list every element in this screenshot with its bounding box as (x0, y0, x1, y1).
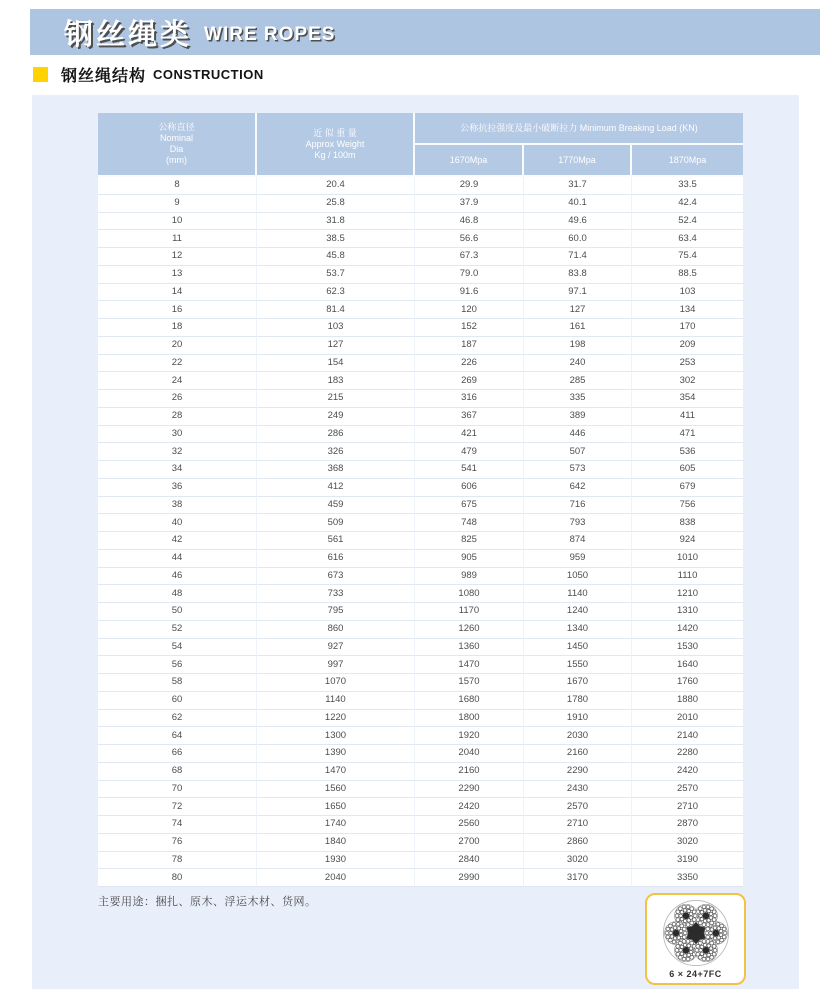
table-cell: 1760 (632, 674, 743, 692)
table-cell: 75.4 (632, 248, 743, 266)
table-cell: 354 (632, 390, 743, 408)
table-cell: 459 (257, 497, 415, 515)
table-cell: 1560 (257, 781, 415, 799)
table-cell: 71.4 (524, 248, 632, 266)
table-cell: 1360 (415, 639, 524, 657)
table-cell: 33.5 (632, 177, 743, 195)
table-cell: 1010 (632, 550, 743, 568)
header-grade-1770: 1770Mpa (524, 145, 632, 177)
table-cell: 605 (632, 461, 743, 479)
table-cell: 507 (524, 443, 632, 461)
table-cell: 1680 (415, 692, 524, 710)
table-cell: 1220 (257, 710, 415, 728)
table-cell: 8 (98, 177, 257, 195)
table-cell: 70 (98, 781, 257, 799)
table-cell: 335 (524, 390, 632, 408)
table-row (98, 479, 743, 497)
table-cell: 50 (98, 603, 257, 621)
table-cell: 905 (415, 550, 524, 568)
table-cell: 2160 (524, 745, 632, 763)
table-cell: 1530 (632, 639, 743, 657)
table-row (98, 852, 743, 870)
table-row (98, 443, 743, 461)
table-cell: 2420 (415, 798, 524, 816)
table-cell: 161 (524, 319, 632, 337)
table-cell: 2420 (632, 763, 743, 781)
table-cell: 1840 (257, 834, 415, 852)
table-cell: 874 (524, 532, 632, 550)
table-cell: 1930 (257, 852, 415, 870)
table-cell: 2040 (415, 745, 524, 763)
table-row (98, 621, 743, 639)
table-cell: 3190 (632, 852, 743, 870)
table-cell: 97.1 (524, 284, 632, 302)
table-cell: 479 (415, 443, 524, 461)
header-approx-weight-zh: 近 似 重 量 (313, 127, 357, 138)
table-cell: 48 (98, 585, 257, 603)
table-row (98, 727, 743, 745)
table-cell: 44 (98, 550, 257, 568)
table-cell: 134 (632, 301, 743, 319)
table-cell: 1050 (524, 568, 632, 586)
table-row (98, 372, 743, 390)
table-cell: 3350 (632, 869, 743, 887)
table-cell: 1910 (524, 710, 632, 728)
table-cell: 2040 (257, 869, 415, 887)
table-body (98, 177, 743, 887)
table-cell: 54 (98, 639, 257, 657)
table-row (98, 781, 743, 799)
table-cell: 1240 (524, 603, 632, 621)
table-cell: 561 (257, 532, 415, 550)
table-cell: 76 (98, 834, 257, 852)
table-cell: 1340 (524, 621, 632, 639)
table-cell: 606 (415, 479, 524, 497)
header-min-breaking-load: 公称抗拉强度及最小破断拉力 Minimum Breaking Load (KN) (415, 113, 743, 145)
section-heading (33, 63, 264, 85)
table-cell: 2990 (415, 869, 524, 887)
table-row (98, 248, 743, 266)
table-row (98, 266, 743, 284)
table-cell: 103 (632, 284, 743, 302)
table-cell: 838 (632, 514, 743, 532)
table-cell: 28 (98, 408, 257, 426)
table-cell: 20 (98, 337, 257, 355)
table-cell: 1800 (415, 710, 524, 728)
table-cell: 32 (98, 443, 257, 461)
table-cell: 18 (98, 319, 257, 337)
table-cell: 446 (524, 426, 632, 444)
table-cell: 60 (98, 692, 257, 710)
table-cell: 11 (98, 230, 257, 248)
table-cell: 13 (98, 266, 257, 284)
table-cell: 60.0 (524, 230, 632, 248)
rope-construction-label: 6 × 24+7FC (669, 969, 722, 979)
table-cell: 471 (632, 426, 743, 444)
table-row (98, 745, 743, 763)
table-cell: 52 (98, 621, 257, 639)
table-row (98, 230, 743, 248)
header-approx-weight-en1: Approx Weight (305, 138, 365, 149)
table-cell: 675 (415, 497, 524, 515)
table-row (98, 656, 743, 674)
table-cell: 2560 (415, 816, 524, 834)
table-cell: 860 (257, 621, 415, 639)
table-row (98, 337, 743, 355)
table-cell: 16 (98, 301, 257, 319)
table-cell: 1170 (415, 603, 524, 621)
table-cell: 91.6 (415, 284, 524, 302)
header-nominal-dia-en3: (mm) (166, 155, 187, 165)
header-approx-weight (257, 113, 415, 177)
table-cell: 103 (257, 319, 415, 337)
header-nominal-dia (98, 113, 257, 177)
table-cell: 40 (98, 514, 257, 532)
table-cell: 72 (98, 798, 257, 816)
table-cell: 509 (257, 514, 415, 532)
table-cell: 2710 (632, 798, 743, 816)
table-cell: 1450 (524, 639, 632, 657)
table-row (98, 408, 743, 426)
header-grade-1670: 1670Mpa (415, 145, 524, 177)
table-cell: 1550 (524, 656, 632, 674)
table-row (98, 213, 743, 231)
table-cell: 1420 (632, 621, 743, 639)
table-cell: 3020 (524, 852, 632, 870)
table-row (98, 390, 743, 408)
table-cell: 642 (524, 479, 632, 497)
table-cell: 29.9 (415, 177, 524, 195)
table-cell: 1260 (415, 621, 524, 639)
table-cell: 209 (632, 337, 743, 355)
table-cell: 22 (98, 355, 257, 373)
table-cell: 927 (257, 639, 415, 657)
table-cell: 56 (98, 656, 257, 674)
table-cell: 367 (415, 408, 524, 426)
table-cell: 170 (632, 319, 743, 337)
table-cell: 80 (98, 869, 257, 887)
table-cell: 1310 (632, 603, 743, 621)
table-cell: 249 (257, 408, 415, 426)
table-cell: 83.8 (524, 266, 632, 284)
table-cell: 1920 (415, 727, 524, 745)
table-cell: 959 (524, 550, 632, 568)
table-cell: 421 (415, 426, 524, 444)
table-cell: 1570 (415, 674, 524, 692)
table-cell: 42 (98, 532, 257, 550)
table-cell: 38 (98, 497, 257, 515)
section-title-zh: 钢丝绳结构 (61, 67, 147, 85)
header-nominal-dia-en1: Nominal (159, 133, 193, 143)
table-cell: 152 (415, 319, 524, 337)
table-cell: 286 (257, 426, 415, 444)
table-cell: 20.4 (257, 177, 415, 195)
table-cell: 67.3 (415, 248, 524, 266)
table-cell: 756 (632, 497, 743, 515)
table-cell: 368 (257, 461, 415, 479)
table-row (98, 674, 743, 692)
table-cell: 58 (98, 674, 257, 692)
table-cell: 679 (632, 479, 743, 497)
table-cell: 1140 (524, 585, 632, 603)
table-cell: 42.4 (632, 195, 743, 213)
table-cell: 2030 (524, 727, 632, 745)
table-cell: 64 (98, 727, 257, 745)
table-cell: 36 (98, 479, 257, 497)
page-title-en: WIRE ROPES (204, 24, 336, 45)
table-row (98, 301, 743, 319)
table-cell: 326 (257, 443, 415, 461)
table-cell: 1110 (632, 568, 743, 586)
table-cell: 412 (257, 479, 415, 497)
table-cell: 30 (98, 426, 257, 444)
table-row (98, 603, 743, 621)
table-cell: 52.4 (632, 213, 743, 231)
table-cell: 2290 (415, 781, 524, 799)
table-cell: 31.7 (524, 177, 632, 195)
table-cell: 79.0 (415, 266, 524, 284)
table-row (98, 355, 743, 373)
table-cell: 154 (257, 355, 415, 373)
table-row (98, 319, 743, 337)
table-cell: 10 (98, 213, 257, 231)
table-cell: 389 (524, 408, 632, 426)
table-cell: 215 (257, 390, 415, 408)
table-cell: 825 (415, 532, 524, 550)
table-row (98, 798, 743, 816)
header-grade-1870: 1870Mpa (632, 145, 743, 177)
table-cell: 127 (257, 337, 415, 355)
table-cell: 62 (98, 710, 257, 728)
table-cell: 2840 (415, 852, 524, 870)
page-title-zh: 钢丝绳类 (64, 18, 193, 51)
table-cell: 9 (98, 195, 257, 213)
table-cell: 716 (524, 497, 632, 515)
table-cell: 2700 (415, 834, 524, 852)
table-row (98, 568, 743, 586)
table-cell: 2280 (632, 745, 743, 763)
table-row (98, 763, 743, 781)
table-cell: 120 (415, 301, 524, 319)
table-cell: 2570 (632, 781, 743, 799)
table-cell: 74 (98, 816, 257, 834)
table-row (98, 550, 743, 568)
table-cell: 1780 (524, 692, 632, 710)
table-row (98, 177, 743, 195)
table-cell: 49.6 (524, 213, 632, 231)
table-cell: 316 (415, 390, 524, 408)
table-cell: 2870 (632, 816, 743, 834)
table-cell: 66 (98, 745, 257, 763)
table-cell: 53.7 (257, 266, 415, 284)
table-cell: 2290 (524, 763, 632, 781)
spec-table (98, 113, 743, 887)
table-cell: 56.6 (415, 230, 524, 248)
table-cell: 733 (257, 585, 415, 603)
table-cell: 68 (98, 763, 257, 781)
table-cell: 1670 (524, 674, 632, 692)
table-cell: 3170 (524, 869, 632, 887)
section-bullet-icon (33, 67, 48, 82)
table-cell: 795 (257, 603, 415, 621)
table-cell: 46.8 (415, 213, 524, 231)
table-cell: 573 (524, 461, 632, 479)
table-cell: 31.8 (257, 213, 415, 231)
table-cell: 1640 (632, 656, 743, 674)
table-cell: 541 (415, 461, 524, 479)
table-cell: 302 (632, 372, 743, 390)
table-row (98, 869, 743, 887)
rope-cross-section-icon (655, 898, 737, 968)
table-cell: 536 (632, 443, 743, 461)
table-cell: 2860 (524, 834, 632, 852)
table-cell: 269 (415, 372, 524, 390)
table-cell: 3020 (632, 834, 743, 852)
table-row (98, 514, 743, 532)
table-cell: 62.3 (257, 284, 415, 302)
table-cell: 1210 (632, 585, 743, 603)
table-row (98, 639, 743, 657)
table-cell: 226 (415, 355, 524, 373)
table-row (98, 426, 743, 444)
table-cell: 24 (98, 372, 257, 390)
table-cell: 1300 (257, 727, 415, 745)
table-cell: 924 (632, 532, 743, 550)
table-cell: 127 (524, 301, 632, 319)
table-row (98, 195, 743, 213)
table-row (98, 284, 743, 302)
table-cell: 25.8 (257, 195, 415, 213)
table-cell: 411 (632, 408, 743, 426)
table-cell: 1470 (257, 763, 415, 781)
table-cell: 253 (632, 355, 743, 373)
table-cell: 187 (415, 337, 524, 355)
table-cell: 46 (98, 568, 257, 586)
table-cell: 81.4 (257, 301, 415, 319)
table-cell: 2140 (632, 727, 743, 745)
table-cell: 38.5 (257, 230, 415, 248)
table-cell: 2430 (524, 781, 632, 799)
table-cell: 240 (524, 355, 632, 373)
table-cell: 1140 (257, 692, 415, 710)
header-nominal-dia-en2: Dia (169, 144, 184, 154)
table-cell: 997 (257, 656, 415, 674)
table-row (98, 461, 743, 479)
spec-table-header (98, 113, 743, 177)
table-cell: 673 (257, 568, 415, 586)
table-cell: 45.8 (257, 248, 415, 266)
usage-note: 主要用途：捆扎、原木、浮运木材、货网。 (98, 896, 317, 908)
table-row (98, 816, 743, 834)
table-cell: 1080 (415, 585, 524, 603)
rope-cross-section-card (645, 893, 746, 985)
table-cell: 285 (524, 372, 632, 390)
table-cell: 78 (98, 852, 257, 870)
table-cell: 2160 (415, 763, 524, 781)
page-title-bar (30, 9, 820, 55)
header-nominal-dia-zh: 公称直径 (158, 122, 195, 132)
table-cell: 26 (98, 390, 257, 408)
table-cell: 37.9 (415, 195, 524, 213)
table-cell: 34 (98, 461, 257, 479)
table-cell: 1390 (257, 745, 415, 763)
table-cell: 616 (257, 550, 415, 568)
table-cell: 1650 (257, 798, 415, 816)
table-cell: 88.5 (632, 266, 743, 284)
table-cell: 40.1 (524, 195, 632, 213)
table-cell: 1740 (257, 816, 415, 834)
table-cell: 989 (415, 568, 524, 586)
table-row (98, 532, 743, 550)
table-cell: 1070 (257, 674, 415, 692)
header-approx-weight-en2: Kg / 100m (314, 149, 356, 160)
table-cell: 2710 (524, 816, 632, 834)
table-cell: 63.4 (632, 230, 743, 248)
table-cell: 198 (524, 337, 632, 355)
table-row (98, 497, 743, 515)
table-cell: 14 (98, 284, 257, 302)
table-cell: 1470 (415, 656, 524, 674)
table-cell: 2010 (632, 710, 743, 728)
table-row (98, 710, 743, 728)
table-cell: 12 (98, 248, 257, 266)
table-cell: 2570 (524, 798, 632, 816)
table-row (98, 692, 743, 710)
table-row (98, 834, 743, 852)
table-cell: 793 (524, 514, 632, 532)
section-title-en: CONSTRUCTION (153, 66, 264, 82)
table-row (98, 585, 743, 603)
table-cell: 748 (415, 514, 524, 532)
table-cell: 1880 (632, 692, 743, 710)
table-cell: 183 (257, 372, 415, 390)
